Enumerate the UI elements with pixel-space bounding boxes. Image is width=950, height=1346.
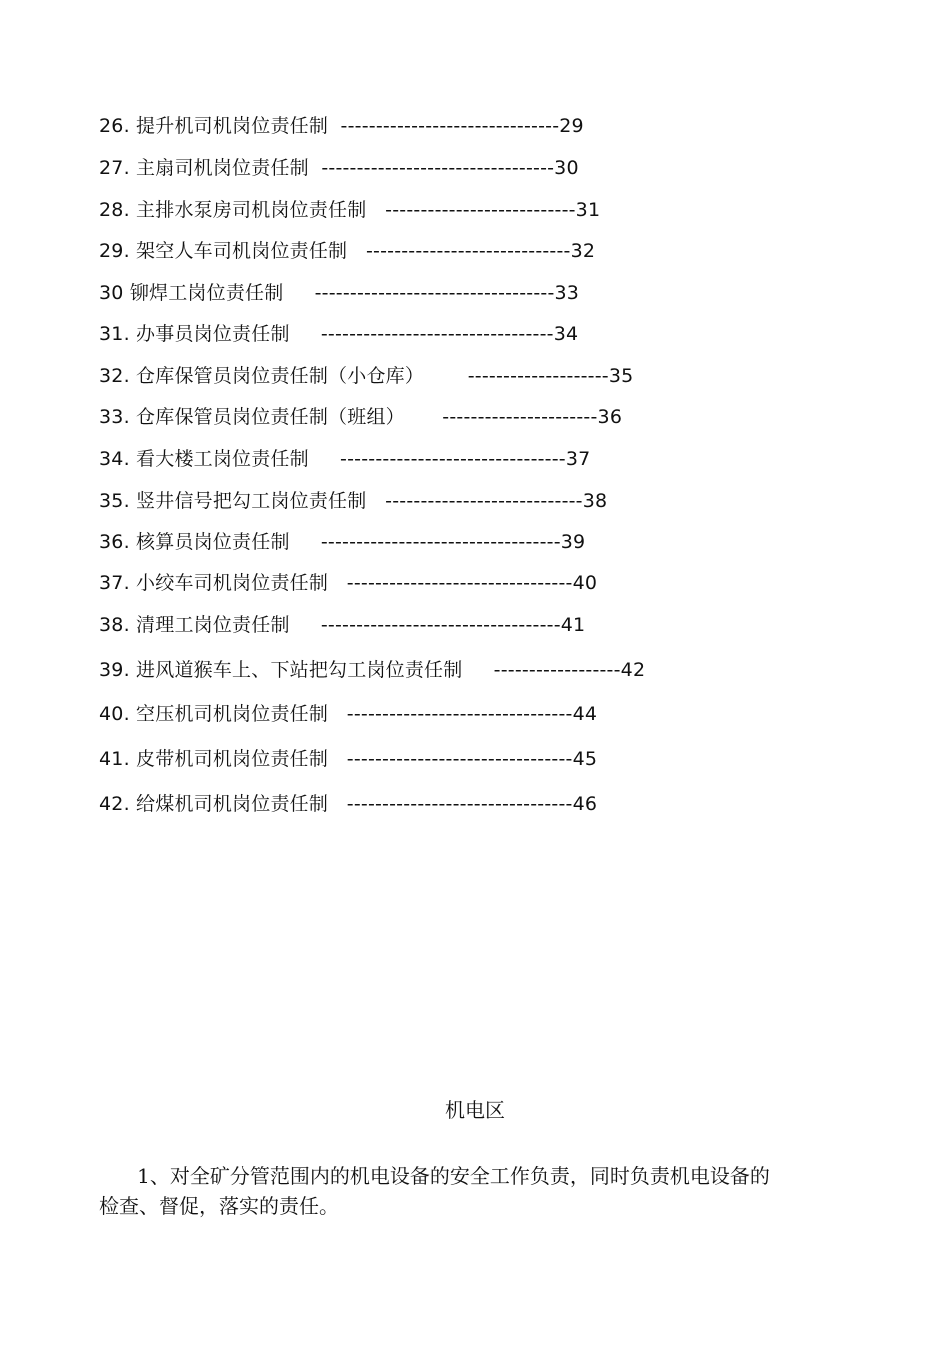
toc-entry-42: 42. 给煤机司机岗位责任制 --------------------------------46 [99, 793, 598, 815]
toc-entry-27: 27. 主扇司机岗位责任制 ---------------------------------30 [99, 157, 579, 179]
toc-entry-37: 37. 小绞车司机岗位责任制 --------------------------------40 [99, 572, 598, 594]
toc-entry-39: 39. 进风道猴车上、下站把勾工岗位责任制 ------------------42 [99, 659, 646, 681]
section-heading: 机电区 [445, 1098, 505, 1122]
toc-entry-30: 30 铆焊工岗位责任制 ----------------------------------33 [99, 282, 580, 304]
toc-entry-36: 36. 核算员岗位责任制 ----------------------------------39 [99, 531, 586, 553]
toc-entry-40: 40. 空压机司机岗位责任制 --------------------------------44 [99, 703, 598, 725]
toc-entry-29: 29. 架空人车司机岗位责任制 -----------------------------32 [99, 240, 596, 262]
toc-entry-31: 31. 办事员岗位责任制 ---------------------------------34 [99, 323, 579, 345]
paragraph-line-2: 检查、督促，落实的责任。 [99, 1194, 339, 1218]
toc-entry-35: 35. 竖井信号把勾工岗位责任制 ----------------------------38 [99, 490, 608, 512]
toc-entry-28: 28. 主排水泵房司机岗位责任制 ---------------------------31 [99, 199, 601, 221]
toc-entry-26: 26. 提升机司机岗位责任制 -------------------------------29 [99, 115, 584, 137]
toc-entry-33: 33. 仓库保管员岗位责任制（班组） ----------------------36 [99, 406, 623, 428]
toc-entry-41: 41. 皮带机司机岗位责任制 --------------------------------45 [99, 748, 598, 770]
paragraph-line-1: 1、对全矿分管范围内的机电设备的安全工作负责，同时负责机电设备的 [99, 1164, 770, 1188]
toc-entry-32: 32. 仓库保管员岗位责任制（小仓库） --------------------35 [99, 365, 634, 387]
toc-entry-38: 38. 清理工岗位责任制 ----------------------------------41 [99, 614, 586, 636]
toc-entry-34: 34. 看大楼工岗位责任制 --------------------------------37 [99, 448, 591, 470]
